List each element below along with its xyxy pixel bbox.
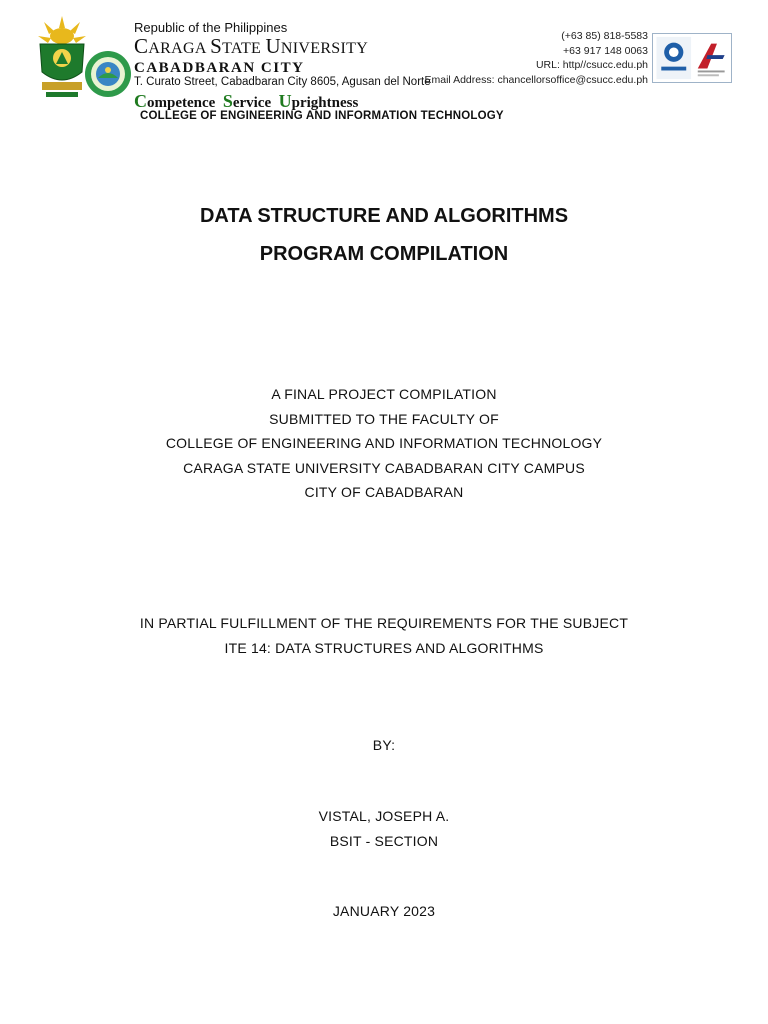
- contact-info: [425, 29, 649, 87]
- submission-line: SUBMITTED TO THE FACULTY OF: [269, 410, 499, 427]
- author-section: BSIT - SECTION: [329, 832, 439, 849]
- title-line-1: DATA STRUCTURE AND ALGORITHMS: [199, 205, 569, 227]
- motto: Competence Service Uprightness: [134, 91, 359, 111]
- phone-2: +63 917 148 0063: [563, 44, 648, 57]
- by-label: BY:: [372, 737, 396, 753]
- submission-line: CARAGA STATE UNIVERSITY CABADBARAN CITY CAMPUS: [183, 459, 585, 476]
- author-block: [0, 804, 768, 853]
- url-text: URL: http//csucc.edu.ph: [535, 59, 648, 71]
- csu-crest-logo: [36, 14, 88, 100]
- submission-line: COLLEGE OF ENGINEERING AND INFORMATION TECHNOLOGY: [165, 435, 603, 451]
- college-name-header: COLLEGE OF ENGINEERING AND INFORMATION TECHNOLOGY: [140, 110, 504, 122]
- campus-seal-logo: [84, 50, 132, 98]
- phone-1: (+63 85) 818-5583: [561, 30, 648, 42]
- address-text: T. Curato Street, Cabadbaran City 8605, Agusan del Norte: [134, 76, 431, 88]
- author-name: VISTAL, JOSEPH A.: [318, 808, 450, 824]
- university-header: [134, 20, 434, 112]
- submission-line: CITY OF CABADBARAN: [304, 484, 464, 500]
- city-name: CABADBARAN CITY: [134, 60, 305, 76]
- title-line-2: PROGRAM COMPILATION: [259, 243, 509, 265]
- date-text: JANUARY 2023: [332, 903, 436, 919]
- republic-text: Republic of the Philippines: [134, 20, 288, 35]
- fulfillment-line: IN PARTIAL FULFILLMENT OF THE REQUIREMENTS FOR THE SUBJECT: [139, 615, 629, 631]
- university-name: CARAGA STATE UNIVERSITY: [134, 34, 369, 58]
- document-title: [0, 197, 768, 273]
- email-text: Email Address: chancellorsoffice@csucc.edu.ph: [424, 73, 648, 86]
- submission-line: A FINAL PROJECT COMPILATION: [271, 386, 497, 402]
- fulfillment-block: [0, 611, 768, 660]
- fulfillment-line: ITE 14: DATA STRUCTURES AND ALGORITHMS: [224, 639, 544, 656]
- iso-certification-badge: [652, 33, 732, 83]
- submission-block: [0, 382, 768, 505]
